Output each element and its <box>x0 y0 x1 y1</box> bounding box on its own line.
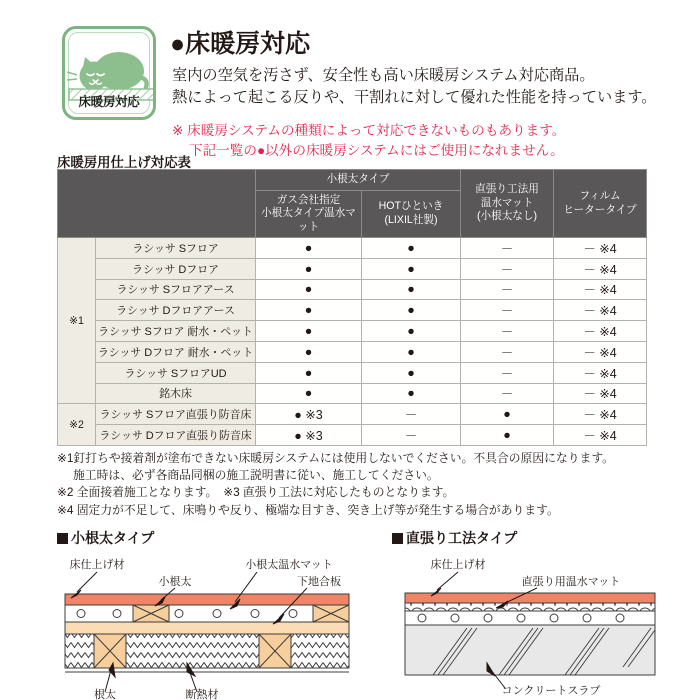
mark-hot-hitoiki: － <box>362 404 461 425</box>
hot-water-mat-layer <box>65 605 349 622</box>
header-film-heater-l2: ヒータータイプ <box>563 203 637 216</box>
header-warning-note <box>172 121 565 160</box>
mark-gas-mat: ● <box>256 300 362 321</box>
mark-film-heater: － ※4 <box>554 300 647 321</box>
table-row <box>58 362 647 383</box>
floor-finish-layer <box>65 594 349 605</box>
koneta-block <box>133 605 169 622</box>
label-concrete-slab: コンクリートスラブ <box>501 685 601 697</box>
pipe-row-layer <box>405 611 655 625</box>
joist-block <box>259 634 291 668</box>
header-note-line1: ※ 床暖房システムの種類によって対応できないものもあります。 <box>172 123 566 138</box>
mark-direct-mat: － <box>461 258 554 279</box>
header-gas-mat-l1: ガス会社指定 <box>276 193 341 206</box>
mark-gas-mat: ● ※3 <box>256 404 362 425</box>
mark-gas-mat: ● <box>256 258 362 279</box>
mark-hot-hitoiki: － <box>362 425 461 446</box>
table-row <box>58 425 647 446</box>
mark-film-heater: － ※4 <box>554 404 647 425</box>
label-joist: 根太 <box>94 689 116 700</box>
direct-hot-water-mat-layer <box>405 603 655 611</box>
mark-gas-mat: ● <box>256 362 362 383</box>
product-name: ラシッサ Sフロア <box>96 238 256 259</box>
header-hot-hitoiki-l2: (LIXIL社製) <box>384 213 438 226</box>
table-row <box>58 404 647 425</box>
mark-direct-mat: － <box>461 383 554 404</box>
header-direct-mat-l3: (小根太なし) <box>477 210 538 223</box>
footnote-1-cont: 施工時は、必ず各商品同梱の施工説明書に従い、施工してください。 <box>73 468 439 483</box>
figure-right-title-text: 直張り工法タイプ <box>406 530 518 546</box>
floor-heating-badge <box>62 26 156 120</box>
label-subfloor-plywood: 下地合板 <box>297 576 341 588</box>
mark-hot-hitoiki: ● <box>362 341 461 362</box>
figure-left-title <box>57 528 154 548</box>
header-direct-mat <box>461 170 554 238</box>
footnote-2-3: ※2 全面接着施工となります。 ※3 直張り工法に対応したものとなります。 <box>57 485 455 500</box>
mark-film-heater: － ※4 <box>554 279 647 300</box>
mark-hot-hitoiki: ● <box>362 300 461 321</box>
mark-film-heater: － ※4 <box>554 425 647 446</box>
header-section <box>0 10 700 158</box>
label-insulation: 断熱材 <box>185 689 219 700</box>
label-floor-finish: 床仕上げ材 <box>430 559 486 571</box>
header-direct-mat-l2: 温水マット <box>480 196 534 209</box>
product-name: ラシッサ SフロアUD <box>96 362 256 383</box>
figure-right-title <box>392 528 517 548</box>
mark-gas-mat: ● ※3 <box>256 425 362 446</box>
mark-direct-mat: － <box>461 300 554 321</box>
product-name: ラシッサ Dフロア <box>96 258 256 279</box>
product-name: 銘木床 <box>96 383 256 404</box>
footnotes-block <box>57 450 614 519</box>
header-gas-mat <box>256 190 362 238</box>
mark-direct-mat: － <box>461 238 554 259</box>
mark-direct-mat: ● <box>461 425 554 446</box>
figure-left-title-text: 小根太タイプ <box>71 530 155 546</box>
header-film-heater-l1: フィルム <box>579 190 621 202</box>
table-header <box>58 170 647 238</box>
mark-direct-mat: － <box>461 279 554 300</box>
product-name: ラシッサ Sフロア 耐水・ペット <box>96 321 256 342</box>
header-note-line2: 下記一覧の●以外の床暖房システムにはご使用になれません。 <box>189 142 564 158</box>
square-bullet-icon <box>57 533 68 544</box>
mark-gas-mat: ● <box>256 279 362 300</box>
table-row <box>58 279 647 300</box>
table-row <box>58 383 647 404</box>
mark-film-heater: － ※4 <box>554 258 647 279</box>
mark-film-heater: － ※4 <box>554 238 647 259</box>
label-hot-water-mat: 小根太温水マット <box>245 559 333 571</box>
mark-hot-hitoiki: ● <box>362 258 461 279</box>
header-direct-mat-l1: 直張り工法用 <box>475 183 539 196</box>
product-name: ラシッサ Dフロアアース <box>96 300 256 321</box>
mark-hot-hitoiki: ● <box>362 321 461 342</box>
koneta-type-cross-section-diagram <box>57 550 357 700</box>
mark-hot-hitoiki: ● <box>362 383 461 404</box>
header-film-heater <box>554 170 647 238</box>
mark-direct-mat: － <box>461 341 554 362</box>
header-lead-text <box>172 65 656 109</box>
header-gas-mat-l2: 小根太タイプ温水マット <box>261 207 356 233</box>
mark-hot-hitoiki: ● <box>362 279 461 300</box>
footnote-1: ※1釘打ちや接着剤が塗布できない床暖房システムには使用しないでください。不具合の原因になります。 <box>57 451 614 465</box>
mark-direct-mat: － <box>461 362 554 383</box>
mark-film-heater: － ※4 <box>554 362 647 383</box>
table-row <box>58 258 647 279</box>
footnote-4: ※4 固定力が不足して、床鳴りや反り、極端な目すき、突き上げ等が発生する場合があります。 <box>57 502 559 517</box>
table-row <box>58 300 647 321</box>
header-lead-line2: 熱によって起こる反りや、干割れに対して優れた性能を持っています。 <box>172 89 657 106</box>
floor-finish-layer <box>405 593 655 603</box>
header-hot-hitoiki <box>362 190 461 238</box>
table-body <box>58 238 647 446</box>
mark-gas-mat: ● <box>256 321 362 342</box>
group-note-2: ※2 <box>58 404 96 446</box>
square-bullet-icon <box>392 533 403 544</box>
label-koneta: 小根太 <box>158 576 192 588</box>
table-row <box>58 238 647 259</box>
table-caption: 床暖房用仕上げ対応表 <box>57 155 191 170</box>
header-lead-line1: 室内の空気を汚さず、安全性も高い床暖房システム対応商品。 <box>172 67 595 84</box>
label-direct-mat: 直張り用温水マット <box>521 576 621 588</box>
joist-block <box>94 634 126 668</box>
mark-film-heater: － ※4 <box>554 321 647 342</box>
direct-method-cross-section-diagram <box>375 550 665 700</box>
koneta-block <box>313 605 349 622</box>
product-name: ラシッサ Sフロアアース <box>96 279 256 300</box>
compatibility-table <box>57 169 647 446</box>
header-hot-hitoiki-l1: HOTひといき <box>378 200 444 213</box>
mark-gas-mat: ● <box>256 238 362 259</box>
product-name: ラシッサ Dフロア直張り防音床 <box>96 425 256 446</box>
header-blank-cell <box>58 170 256 238</box>
page-title: ●床暖房対応 <box>170 30 311 58</box>
product-name: ラシッサ Dフロア 耐水・ペット <box>96 341 256 362</box>
mark-direct-mat: － <box>461 321 554 342</box>
mark-film-heater: － ※4 <box>554 341 647 362</box>
badge-label: 床暖房対応 <box>78 95 140 109</box>
mark-direct-mat: ● <box>461 404 554 425</box>
table-row <box>58 321 647 342</box>
header-group-koneta: 小根太タイプ <box>256 170 461 191</box>
mark-film-heater: － ※4 <box>554 383 647 404</box>
mark-hot-hitoiki: ● <box>362 238 461 259</box>
subfloor-plywood-layer <box>65 622 349 634</box>
group-note-1: ※1 <box>58 238 96 404</box>
product-name: ラシッサ Sフロア直張り防音床 <box>96 404 256 425</box>
mark-gas-mat: ● <box>256 383 362 404</box>
table-row <box>58 341 647 362</box>
label-floor-finish: 床仕上げ材 <box>69 559 125 571</box>
mark-gas-mat: ● <box>256 341 362 362</box>
mark-hot-hitoiki: ● <box>362 362 461 383</box>
